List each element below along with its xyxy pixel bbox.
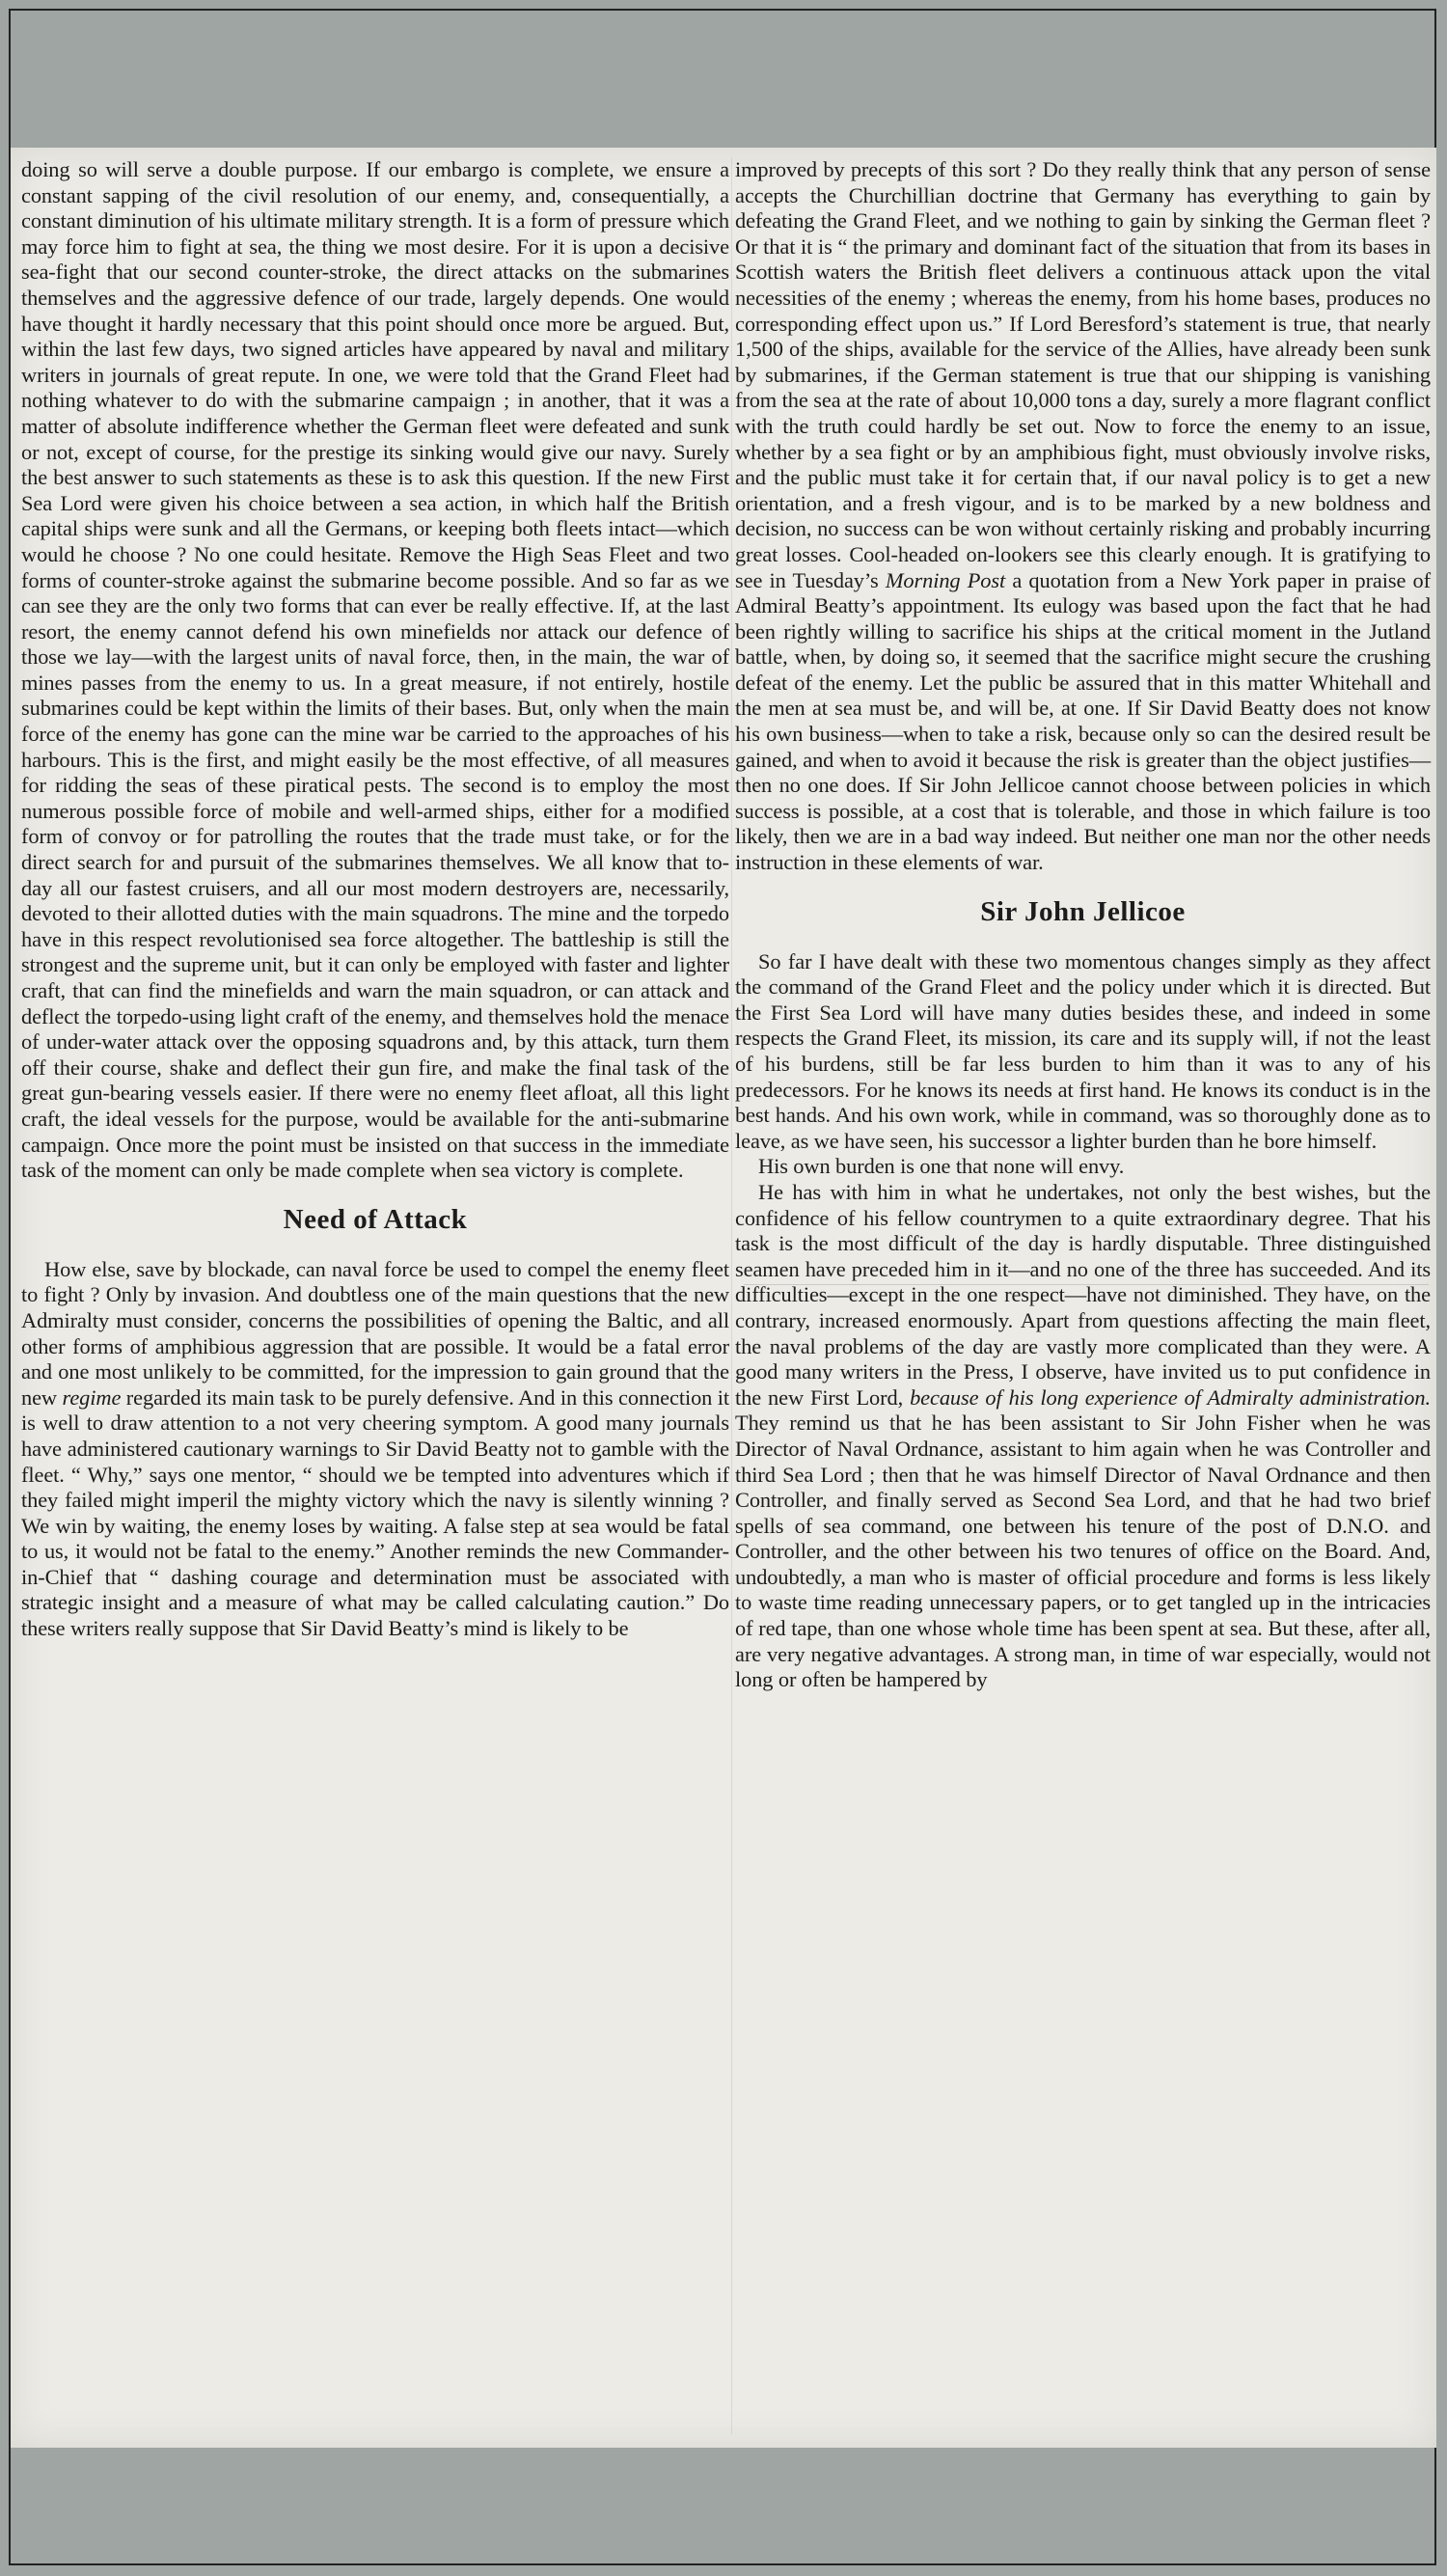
right-paragraph-1-part-b: a quotation from a New York paper in praise of Admiral Beatty’s appointment. Its eulogy was based upon the fact that he had been rightly willing to sacrifice his ships at the critical moment in the Jutland battle, when, by doing so, it seemed that the sacrifice might secure the crushing defeat of the enemy. Let the public be assured that in this matter Whitehall and the men at sea must be, and will be, at one. If Sir David Beatty does not know his own business—when to take a risk, because only so can the desired result be gained, and when to avoid it because the risk is greater than the object justifies—then no one does. If Sir John Jellicoe cannot choose between policies in which success is possible, at a cost that is tolerable, and those in which failure is too likely, then we are in a bad way indeed. But neither one man nor the other needs instruction in these elements of war. (735, 567, 1432, 875)
right-paragraph-4 (735, 1180, 1431, 1693)
newspaper-clipping (11, 148, 1436, 2448)
italic-admiralty-experience: because of his long experience of Admiralty administration. (910, 1384, 1431, 1410)
right-paragraph-4-part-a: He has with him in what he undertakes, not only the best wishes, but the confidence of his fellow countrymen to a quite extraordinary degree. That his task is the most difficult of the day is hardly disputable. Three distinguished seamen have preceded him in it—and no one of the three has succeeded. And its difficulties—except in the one respect—have not diminished. They have, on the contrary, increased enormously. Apart from questions affecting the main fleet, the naval problems of the day are vastly more complicated than they were. A good many writers in the Press, I observe, have invited us to put confidence in the new First Lord, (735, 1179, 1431, 1410)
italic-morning-post: Morning Post (885, 567, 1006, 592)
right-paragraph-4-part-b: They remind us that he has been assistant to Sir John Fisher when he was Director of Naval Ordnance, assistant to him again when he was Controller and third Sea Lord ; then that he was himself Director of Naval Ordnance and then Controller, and finally served as Second Sea Lord, and that he had two brief spells of sea command, one between his tenure of the post of D.N.O. and Controller, and the other between his two tenures of office on the Board. And, undoubtedly, a man who is master of official procedure and forms is less likely to waste time reading unnecessary papers, or to get tangled up in the intricacies of red tape, than one whose whole time has been spent at sea. But these, after all, are very negative advantages. A strong man, in time of war especially, would not long or often be hampered by (735, 1411, 1431, 1692)
left-paragraph-2-part-b: regarded its main task to be purely defensive. And in this connection it is well to draw attention to a not very cheering symptom. A good many journals have administered cautionary warnings to Sir David Beatty not to gamble with the fleet. “ Why,” says one mentor, “ should we be tempted into adventures which if they failed might imperil the mighty victory which the navy is silently winning ? We win by waiting, the enemy loses by waiting. A false step at sea would be fatal to us, it would not be fatal to the enemy.” Another reminds the new Commander-in-Chief that “ dashing courage and determination must be associated with strategic insight and a measure of what may be called calculating caution.” Do these writers really suppose that Sir David Beatty’s mind is likely to be (21, 1384, 730, 1641)
left-paragraph-2 (21, 1257, 729, 1642)
italic-regime: regime (62, 1384, 122, 1410)
right-paragraph-1 (735, 157, 1431, 876)
right-paragraph-3: His own burden is one that none will envy. (758, 1154, 1125, 1179)
column-gutter (731, 157, 732, 2434)
right-paragraph-2: So far I have dealt with these two momentous changes simply as they affect the command of the Grand Fleet and the policy under which it is directed. But the First Sea Lord will have many duties besides these, and indeed in some respects the Grand Fleet, its mission, its care and its supply will, if not the least of his burdens, still be far less burden to him than it was to any of his predecessors. For he knows its needs at first hand. He knows its conduct is in the best hands. And his own work, while in command, was so thoroughly done as to leave, as we have seen, his successor a lighter burden than he bore himself. (735, 948, 1431, 1153)
left-paragraph-2-part-a: How else, save by blockade, can naval force be used to compel the enemy fleet to fight ? Only by invasion. And doubtless one of the main questions that the new Admiralty must consider, concerns the possibilities of opening the Baltic, and all other forms of amphibious aggression that are possible. It would be a fatal error and one most unlikely to be committed, for the impression to gain ground that the new (21, 1256, 729, 1410)
left-column (21, 157, 729, 1642)
left-paragraph-1: doing so will serve a double purpose. If our embargo is complete, we ensure a constant sapping of the civil resolution of our enemy, and, consequentially, a constant diminution of his ultimate military strength. It is a form of pressure which may force him to fight at sea, the thing we most desire. For it is upon a decisive sea-fight that our second counter-stroke, the direct attacks on the submarines themselves and the aggressive defence of our trade, largely depends. One would have thought it hardly necessary that this point should once more be argued. But, within the last few days, two signed articles have appeared by naval and military writers in journals of great repute. In one, we were told that the Grand Fleet had nothing whatever to do with the submarine campaign ; in another, that it was a matter of absolute indifference whether the German fleet were defeated and sunk or not, except of course, for the prestige its sinking would give our navy. Surely the best answer to such statements as these is to ask this question. If the new First Sea Lord were given his choice between a sea action, in which half the British capital ships were sunk and all the Germans, or keeping both fleets intact—which would he choose ? No one could hesitate. Remove the High Seas Fleet and two forms of counter-stroke against the submarine become possible. And so far as we can see they are the only two forms that can ever be really effective. If, at the last resort, the enemy cannot defend his own minefields nor attack our defence of those we lay—with the largest units of naval force, then, in the main, the war of mines passes from the enemy to us. In a great measure, if not entirely, hostile submarines could be kept within the limits of their bases. But, only when the main force of the enemy has gone can the mine war be carried to the approaches of his harbours. This is the first, and might easily be the most effective, of all measures for ridding the seas of these piratical pests. The second is to employ the most numerous possible force of mobile and well-armed ships, either for a modified form of convoy or for patrolling the routes that the trade must take, or for the direct search for and pursuit of the submarines themselves. We all know that to-day all our fastest cruisers, and all our most modern destroyers are, necessarily, devoted to their allotted duties with the main squadrons. The mine and the torpedo have in this respect revolutionised sea force altogether. The battleship is still the strongest and the supreme unit, but it can only be employed with faster and lighter craft, that can find the minefields and warn the main squadron, or can attack and deflect the torpedo-using light craft of the enemy, and themselves hold the menace of under-water attack over the opposing squadrons and, by this attack, turn them off their course, shake and deflect their gun fire, and make the final task of the great gun-bearing vessels easier. If there were no enemy fleet afloat, all this light craft, the ideal vessels for the purpose, would be available for the anti-submarine campaign. Once more the point must be insisted on that success in the immediate task of the moment can only be made complete when sea victory is complete. (21, 157, 729, 1183)
right-paragraph-1-part-a: improved by precepts of this sort ? Do they really think that any person of sense accepts the Churchillian doctrine that Germany has everything to gain by defeating the Grand Fleet, and we nothing to gain by sinking the German fleet ? Or that it is “ the primary and dominant fact of the situation that from its bases in Scottish waters the British fleet delivers a continuous attack upon the vital necessities of the enemy ; whereas the enemy, from his home bases, produces no corresponding effect upon us.” If Lord Beresford’s statement is true, that nearly 1,500 of the ships, available for the service of the Allies, have already been sunk by submarines, if the German statement is true that our shipping is vanishing from the sea at the rate of about 10,000 tons a day, surely a more flagrant conflict with the truth could hardly be set out. Now to force the enemy to an issue, whether by a sea fight or by an amphibious fight, must obviously involve risks, and the public must take it for certain that, if our naval policy is to get a new orientation, and a fresh vigour, and is to be marked by a new boldness and decision, no success can be won without certainly risking and probably incurring great losses. Cool-headed on-lookers see this clearly enough. It is gratifying to see in Tuesday’s (735, 157, 1431, 592)
right-column (735, 157, 1431, 1693)
section-heading-sir-john-jellicoe: Sir John Jellicoe (980, 895, 1186, 927)
section-heading-need-of-attack: Need of Attack (283, 1203, 468, 1235)
